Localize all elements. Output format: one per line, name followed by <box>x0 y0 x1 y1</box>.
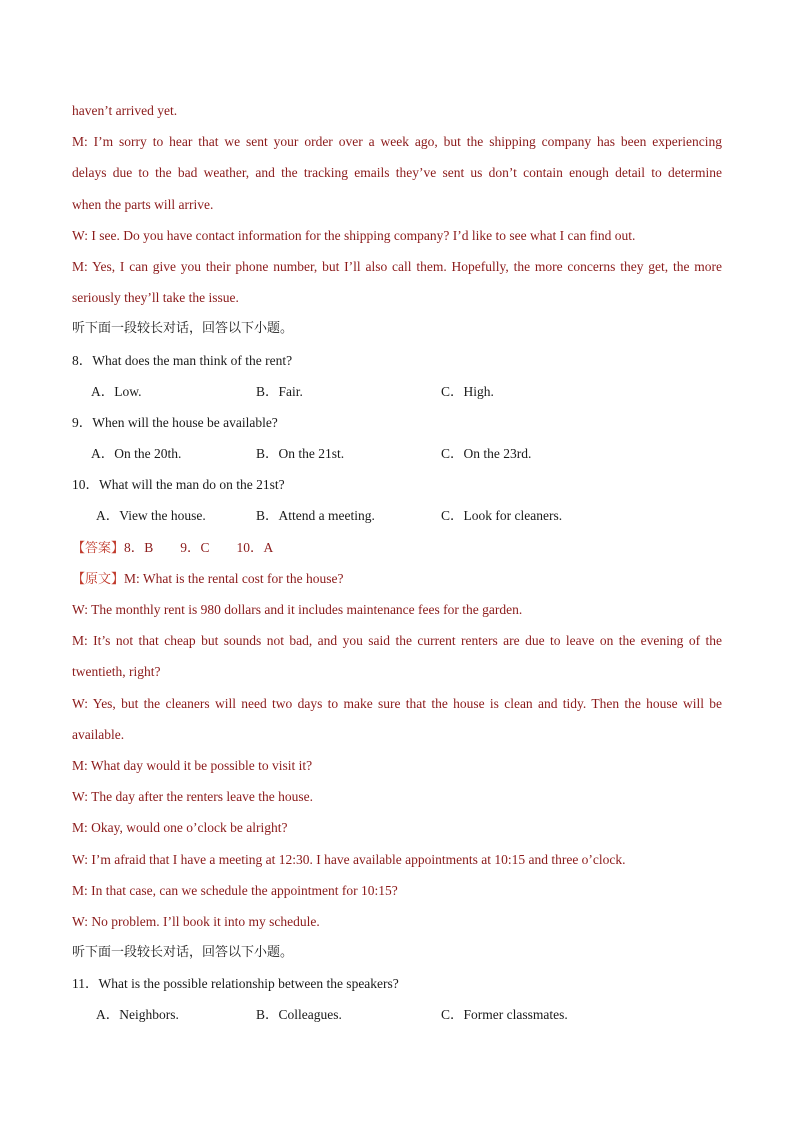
option-a: A．View the house. <box>96 508 206 524</box>
question-stem: 8．What does the man think of the rent? <box>72 352 293 368</box>
transcript-line: M: Yes, I can give you their phone number, but I’ll also call them. Hopefully, the more concerns they get, the more <box>72 258 722 274</box>
option-c: C．High. <box>441 383 494 399</box>
transcript-line: W: Yes, but the cleaners will need two days to make sure that the house is clean and tidy. Then the house will be <box>72 695 722 711</box>
question-stem: 11．What is the possible relationship between the speakers? <box>72 976 399 992</box>
transcript-line: M: It’s not that cheap but sounds not bad, and you said the current renters are due to leave on the evening of the <box>72 633 722 649</box>
answer-line <box>72 536 722 567</box>
option-a: A．On the 20th. <box>91 446 182 462</box>
option-a: A．Neighbors. <box>96 1007 179 1023</box>
option-b: B．On the 21st. <box>256 446 345 462</box>
question-options <box>72 1003 722 1034</box>
section-instruction: 听下面一段较长对话，回答以下小题。 <box>72 945 294 961</box>
transcript-line: W: I see. Do you have contact information for the shipping company? I’d like to see what I can find out. <box>72 227 636 243</box>
transcript-line: haven’t arrived yet. <box>72 103 178 118</box>
transcript-line: twentieth, right? <box>72 664 161 680</box>
transcript-line: M: In that case, can we schedule the appointment for 10:15? <box>72 882 398 898</box>
option-c: C．Former classmates. <box>441 1007 568 1023</box>
source-label: 【原文】 <box>72 571 125 587</box>
question-options <box>72 442 722 473</box>
transcript-line: M: Okay, would one o’clock be alright? <box>72 820 288 836</box>
answer-text: 8．B 9．C 10．A <box>124 539 274 555</box>
option-c: C．Look for cleaners. <box>441 508 563 524</box>
transcript-line: M: I’m sorry to hear that we sent your order over a week ago, but the shipping company has been experiencing <box>72 134 722 150</box>
transcript-line: delays due to the bad weather, and the tracking emails they’ve sent us don’t contain enough detail to determine <box>72 165 722 181</box>
question-stem: 9．When will the house be available? <box>72 414 278 430</box>
answer-label: 【答案】 <box>72 540 125 556</box>
question-options <box>72 504 722 535</box>
option-c: C．On the 23rd. <box>441 446 532 462</box>
transcript-line: W: The monthly rent is 980 dollars and it includes maintenance fees for the garden. <box>72 602 523 617</box>
transcript-line: W: No problem. I’ll book it into my schedule. <box>72 913 320 929</box>
option-b: B．Attend a meeting. <box>256 508 375 524</box>
transcript-line: M: What is the rental cost for the house? <box>124 570 344 586</box>
question-options <box>72 380 722 411</box>
section-instruction: 听下面一段较长对话，回答以下小题。 <box>72 321 294 337</box>
transcript-line: W: I’m afraid that I have a meeting at 12:30. I have available appointments at 10:15 and three o’clock. <box>72 851 626 867</box>
transcript-line: seriously they’ll take the issue. <box>72 290 239 306</box>
source-line <box>72 567 722 598</box>
transcript-line: W: The day after the renters leave the house. <box>72 789 314 805</box>
question-stem: 10．What will the man do on the 21st? <box>72 477 285 493</box>
transcript-line: available. <box>72 726 125 742</box>
option-a: A．Low. <box>91 383 142 399</box>
option-b: B．Fair. <box>256 383 303 399</box>
transcript-line: when the parts will arrive. <box>72 196 214 212</box>
document-page <box>72 99 722 1035</box>
option-b: B．Colleagues. <box>256 1007 342 1023</box>
transcript-line: M: What day would it be possible to visit it? <box>72 757 313 773</box>
